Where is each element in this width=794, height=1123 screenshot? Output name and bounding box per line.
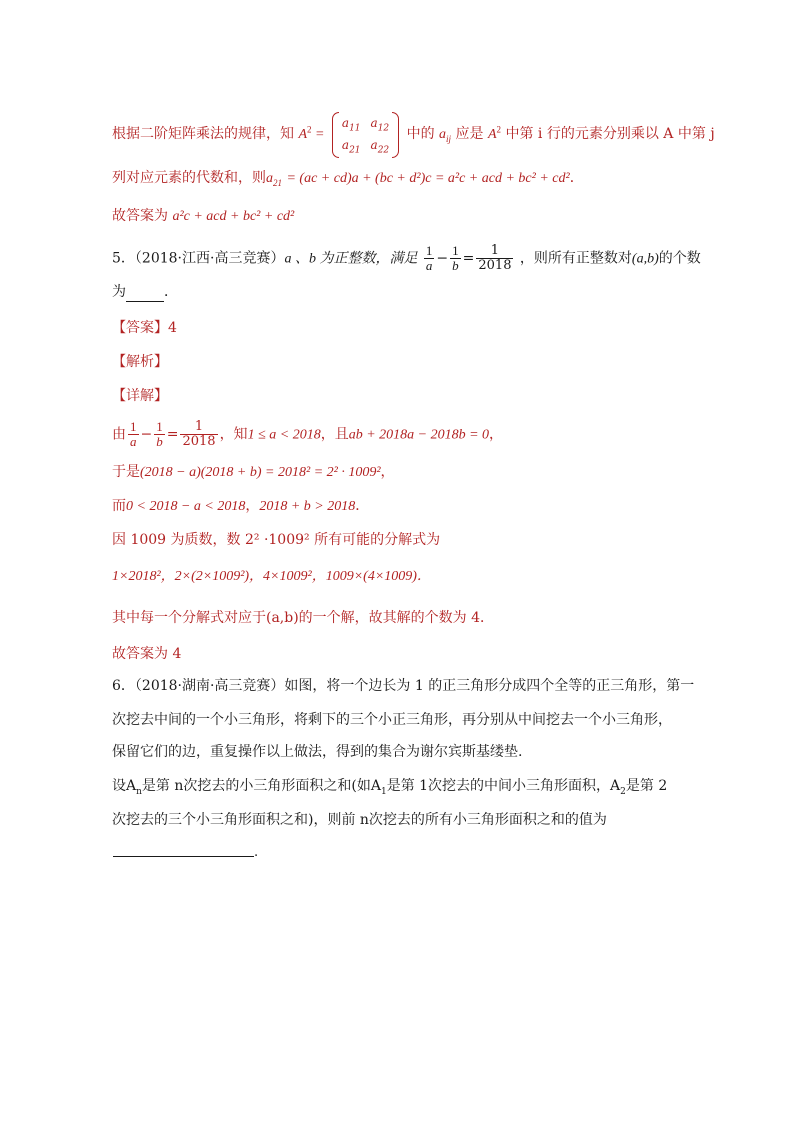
solution-step-1: 由 $\frac{1}{a}$ − $\frac{1}{b}$ = $\frac{1}{2018}$ ，知1 ≤ a < 2018，且ab + 2018a − 2018b = 0， bbox=[112, 419, 504, 449]
solution-step-2 bbox=[112, 462, 395, 483]
fraction-rhs: $\frac{1}{2018}$ bbox=[182, 419, 216, 449]
a21-symbol: $a_{21}$ bbox=[266, 171, 282, 188]
fraction-1-over-a: $\frac{1}{a}$ bbox=[425, 243, 433, 273]
detail-line bbox=[112, 386, 168, 406]
solution-step-5 bbox=[112, 566, 431, 587]
answer-blank-long bbox=[113, 856, 254, 857]
text-segment: 次挖去的三个小三角形面积之和)，则前 n次挖去的所有小三角形面积之和的值为 bbox=[112, 812, 607, 828]
matrix-cell: $a_{22}$ bbox=[370, 138, 390, 156]
analysis-line bbox=[112, 352, 168, 372]
matrix bbox=[332, 112, 399, 156]
text-segment: 保留它们的边，重复操作以上做法，得到的集合为谢尔宾斯基缕垫. bbox=[112, 744, 523, 760]
analysis-label: 【解析】 bbox=[112, 354, 168, 370]
matrix-cell: $a_{11}$ bbox=[341, 116, 361, 134]
text-segment: 设A bbox=[112, 778, 137, 794]
question-source: （2018·江西·高三竞赛） bbox=[134, 250, 285, 267]
question-5-line-1: 5．（2018·江西·高三竞赛）a 、b 为正整数，满足 $\frac{1}{a}$ − $\frac{1}{b}$ = $\frac{1}{2018}$ ，则所有正整数对(a,b)的个数 bbox=[112, 243, 701, 273]
text-segment: ， bbox=[489, 426, 504, 443]
text-segment: ， bbox=[245, 498, 260, 514]
text-segment: 列对应元素的代数和，则 bbox=[112, 170, 266, 186]
text-segment: 而 bbox=[112, 498, 126, 514]
text-segment: 为 bbox=[112, 284, 126, 300]
question-6-line-3 bbox=[112, 742, 522, 762]
answer-blank bbox=[126, 287, 164, 302]
solution-line-1 bbox=[112, 112, 715, 156]
text-segment: 是第 2 bbox=[625, 778, 668, 794]
answer-line bbox=[112, 318, 177, 338]
text-segment: 中的 bbox=[406, 126, 435, 142]
question-6-line-2 bbox=[112, 710, 672, 730]
pair: (a,b) bbox=[631, 251, 659, 267]
solution-step-7 bbox=[112, 644, 181, 664]
text-segment: ，知 bbox=[219, 426, 248, 443]
detail-label: 【详解】 bbox=[112, 388, 168, 404]
factorizations: 1×2018²，2×(2×1009²)，4×1009²，1009×(4×1009)． bbox=[112, 569, 431, 584]
question-number: 5． bbox=[112, 250, 135, 267]
text-segment: 次挖去中间的一个小三角形，将剩下的三个小正三角形，再分别从中间挖去一个小三角形， bbox=[112, 712, 672, 728]
solution-step-4 bbox=[112, 530, 440, 550]
inequality: 1 ≤ a < 2018 bbox=[247, 427, 321, 443]
text-segment: 应是 bbox=[455, 126, 484, 142]
text-segment: 中第 i 行的元素分别乘以 A 中第 j bbox=[505, 126, 715, 142]
text-segment: 故答案为 4 bbox=[112, 646, 182, 662]
answer-value: 4 bbox=[168, 320, 177, 336]
text-segment: ． bbox=[164, 284, 178, 300]
solution-step-3 bbox=[112, 496, 369, 517]
equation: (2018 − a)(2018 + b) = 2018² = 2² · 1009² bbox=[140, 465, 381, 480]
inequality: 2018 + b > 2018 bbox=[259, 499, 356, 514]
text-segment: 因 1009 为质数，数 2² ·1009² 所有可能的分解式为 bbox=[112, 532, 441, 548]
formula: = (ac + cd)a + (bc + d²)c = a²c + acd + bc² + cd² bbox=[286, 171, 570, 186]
formula: a²c + acd + bc² + cd² bbox=[172, 209, 295, 224]
question-5-line-2 bbox=[112, 282, 178, 302]
text-segment: ，且 bbox=[320, 426, 349, 443]
text-segment: 于是 bbox=[112, 464, 140, 480]
fraction-rhs: $\frac{1}{2018}$ bbox=[478, 243, 512, 273]
text-segment: 故答案为 bbox=[112, 208, 168, 224]
solution-line-2: 列对应元素的代数和，则$a_{21} = (ac + cd)a + (bc + d^2)c = a^2c$ + acd + bc² + cd²． bbox=[112, 170, 584, 188]
text-segment: ，则所有正整数对 bbox=[519, 250, 632, 267]
text-segment: 是第 1次挖去的中间小三角形面积，A bbox=[386, 778, 621, 794]
inequality: 0 < 2018 − a < 2018 bbox=[126, 499, 246, 514]
matrix-lhs: $A^2$ = bbox=[298, 124, 325, 142]
solution-step-6 bbox=[112, 608, 494, 628]
fraction-1-over-b: $\frac{1}{b}$ bbox=[452, 243, 459, 273]
text-segment: 根据二阶矩阵乘法的规律，知 bbox=[112, 126, 294, 142]
text-segment: a 、b 为正整数，满足 bbox=[284, 251, 418, 267]
matrix-cell: $a_{12}$ bbox=[370, 116, 390, 134]
a-squared: $A^2$ bbox=[487, 124, 502, 142]
text-segment: . bbox=[254, 845, 259, 860]
text-segment: 由 bbox=[112, 426, 126, 443]
text-segment: ． bbox=[355, 498, 370, 514]
question-6-line-1 bbox=[112, 676, 694, 696]
equation: ab + 2018a − 2018b = 0 bbox=[348, 427, 490, 443]
question-6-line-5 bbox=[112, 810, 607, 830]
fraction-1-over-b: $\frac{1}{b}$ bbox=[156, 419, 163, 449]
aij-symbol: $a_{ij}$ bbox=[439, 127, 452, 144]
matrix-cell: $a_{21}$ bbox=[341, 138, 361, 156]
answer-label: 【答案】 bbox=[112, 320, 168, 336]
text-segment: 的个数 bbox=[658, 250, 701, 267]
text-segment: 是第 n次挖去的小三角形面积之和(如A bbox=[141, 778, 381, 794]
text-segment: 其中每一个分解式对应于(a,b)的一个解，故其解的个数为 4． bbox=[112, 610, 495, 626]
solution-line-3 bbox=[112, 206, 294, 227]
question-6-line-4: 设$A_n$是第 n次挖去的小三角形面积之和(如$A_1$是第 1次挖去的中间小三角形面积，$A_2$是第 2 bbox=[112, 778, 668, 797]
text-segment: 6．（2018·湖南·高三竞赛）如图，将一个边长为 1 的正三角形分成四个全等的正三角形，第一 bbox=[112, 678, 695, 694]
fraction-1-over-a: $\frac{1}{a}$ bbox=[130, 419, 137, 449]
text-segment: ， bbox=[380, 464, 395, 480]
